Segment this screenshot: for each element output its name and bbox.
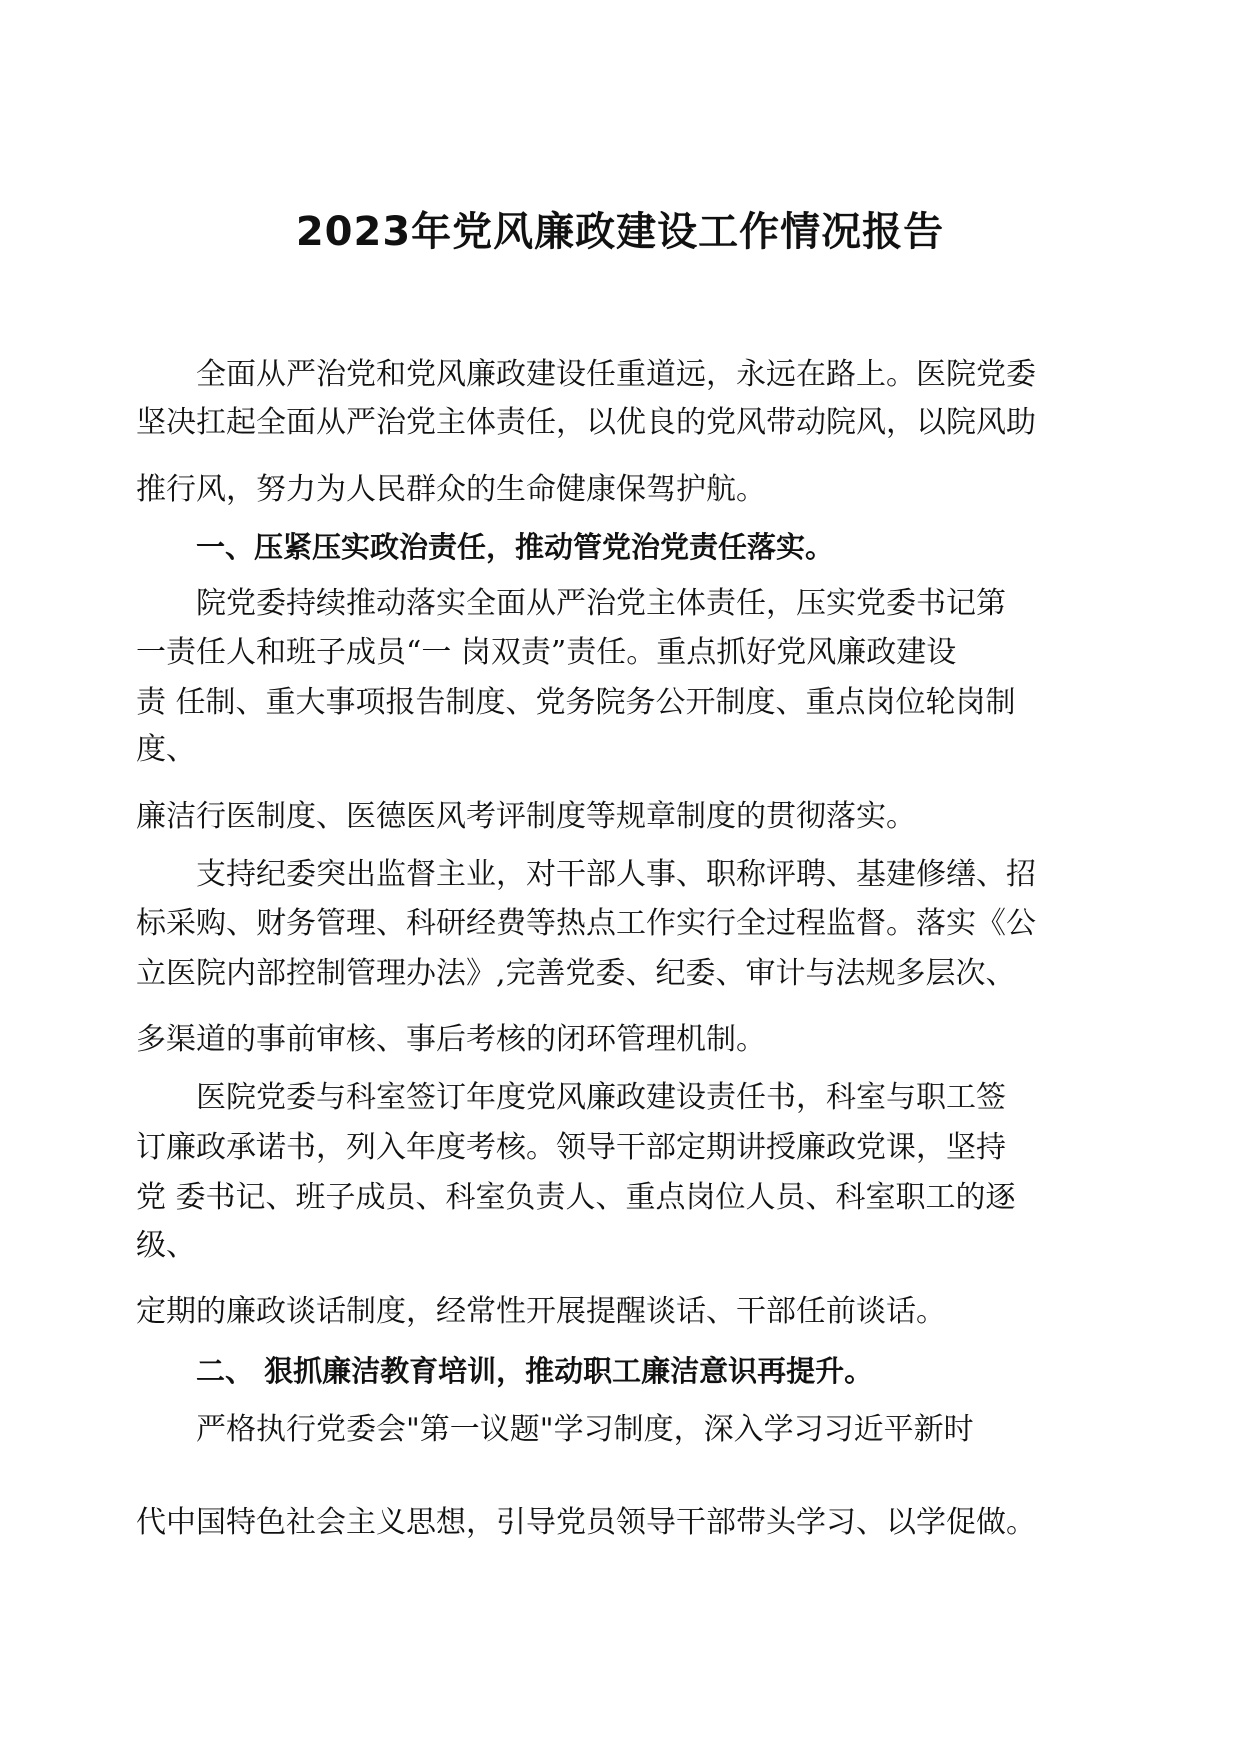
- paragraph-line: 廉洁行医制度、医德医风考评制度等规章制度的贯彻落实。: [136, 799, 916, 834]
- section-heading-2: 二、 狠抓廉洁教育培训，推动职工廉洁意识再提升。: [196, 1354, 874, 1388]
- paragraph-line: 订廉政承诺书，列入年度考核。领导干部定期讲授廉政党课，坚持: [136, 1130, 1006, 1165]
- paragraph-line: 定期的廉政谈话制度，经常性开展提醒谈话、干部任前谈话。: [136, 1294, 946, 1329]
- paragraph-line: 医院党委与科室签订年度党风廉政建设责任书，科室与职工签: [196, 1080, 1006, 1115]
- paragraph-line: 推行风，努力为人民群众的生命健康保驾护航。: [136, 472, 766, 507]
- paragraph-line: 责 任制、重大事项报告制度、党务院务公开制度、重点岗位轮岗制: [136, 685, 1016, 720]
- paragraph-line: 党 委书记、班子成员、科室负责人、重点岗位人员、科室职工的逐: [136, 1180, 1016, 1215]
- paragraph-line: 度、: [136, 732, 196, 767]
- paragraph-line: 标采购、财务管理、科研经费等热点工作实行全过程监督。落实《公: [136, 906, 1036, 941]
- paragraph-line: 多渠道的事前审核、事后考核的闭环管理机制。: [136, 1022, 766, 1057]
- paragraph-line: 坚决扛起全面从严治党主体责任，以优良的党风带动院风，以院风助: [136, 405, 1036, 440]
- section-heading-1: 一、压紧压实政治责任，推动管党治党责任落实。: [196, 530, 835, 564]
- document-title: 2023年党风廉政建设工作情况报告: [295, 209, 945, 255]
- paragraph-line: 级、: [136, 1228, 196, 1263]
- paragraph-line: 全面从严治党和党风廉政建设任重道远，永远在路上。医院党委: [196, 357, 1036, 392]
- paragraph-line: 严格执行党委会"第一议题"学习制度，深入学习习近平新时: [196, 1412, 974, 1447]
- paragraph-line: 一责任人和班子成员“一 岗双责”责任。重点抓好党风廉政建设: [136, 635, 957, 670]
- paragraph-line: 代中国特色社会主义思想，引导党员领导干部带头学习、以学促做。: [136, 1505, 1036, 1540]
- paragraph-line: 立医院内部控制管理办法》,完善党委、纪委、审计与法规多层次、: [136, 956, 1016, 991]
- paragraph-line: 支持纪委突出监督主业，对干部人事、职称评聘、基建修缮、招: [196, 857, 1036, 892]
- paragraph-line: 院党委持续推动落实全面从严治党主体责任，压实党委书记第: [196, 586, 1006, 621]
